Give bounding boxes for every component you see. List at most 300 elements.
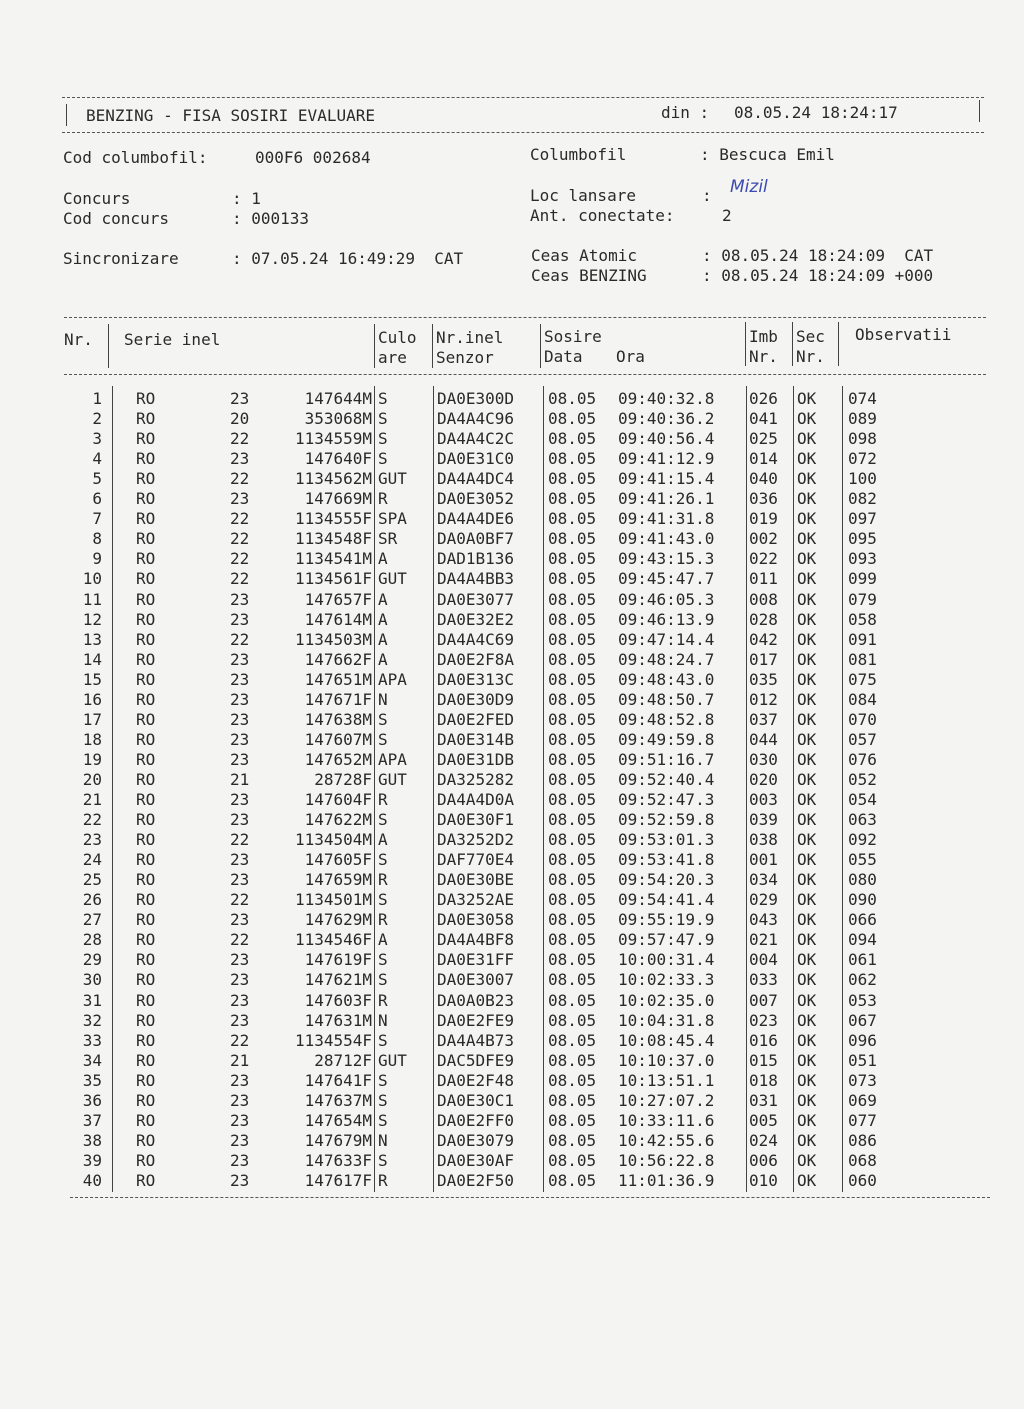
cell-an: 23 bbox=[230, 1150, 250, 1170]
cell-data: 08.05 bbox=[548, 589, 597, 609]
cell-an: 22 bbox=[230, 629, 250, 649]
cell-culoare: S bbox=[378, 850, 388, 870]
cell-observatii: 099 bbox=[848, 569, 877, 589]
col-header-culoare-2: are bbox=[378, 348, 407, 367]
title-top-border bbox=[62, 97, 984, 98]
table-row bbox=[0, 1171, 1024, 1191]
cell-senzor: DA4A4DC4 bbox=[437, 469, 515, 489]
cell-nr: 17 bbox=[82, 709, 102, 729]
cell-sec: OK bbox=[797, 790, 817, 809]
cell-an: 22 bbox=[230, 509, 250, 529]
cell-imb: 036 bbox=[749, 489, 778, 509]
cell-sec: OK bbox=[797, 1170, 817, 1190]
cell-inel: 28728F bbox=[314, 769, 372, 789]
cell-observatii: 051 bbox=[848, 1050, 877, 1070]
cell-culoare: S bbox=[378, 389, 388, 408]
cell-imb: 026 bbox=[749, 389, 778, 408]
cell-observatii: 075 bbox=[848, 669, 877, 689]
cell-tara: RO bbox=[136, 1030, 156, 1050]
cell-data: 08.05 bbox=[548, 689, 597, 709]
table-header-bottom-border bbox=[64, 374, 986, 375]
cell-an: 23 bbox=[230, 1070, 250, 1090]
cell-imb: 012 bbox=[749, 689, 778, 709]
cell-culoare: A bbox=[378, 649, 388, 669]
cell-observatii: 073 bbox=[848, 1070, 877, 1090]
cell-an: 21 bbox=[230, 769, 250, 789]
cell-nr: 2 bbox=[92, 409, 102, 429]
cell-sec: OK bbox=[797, 589, 817, 609]
ceas-benzing-label: Ceas BENZING bbox=[531, 266, 647, 285]
cell-imb: 023 bbox=[749, 1010, 778, 1030]
cell-culoare: GUT bbox=[378, 569, 407, 589]
table-row bbox=[0, 1051, 1024, 1071]
cell-data: 08.05 bbox=[548, 449, 597, 469]
cell-sec: OK bbox=[797, 1070, 817, 1090]
loc-lansare-colon: : bbox=[702, 186, 712, 205]
cell-nr: 37 bbox=[82, 1110, 102, 1130]
loc-lansare-handwritten: Mizil bbox=[730, 177, 768, 197]
cell-sec: OK bbox=[797, 1030, 817, 1050]
cell-tara: RO bbox=[136, 810, 156, 830]
cell-nr: 30 bbox=[82, 970, 102, 990]
cell-tara: RO bbox=[136, 709, 156, 729]
cell-tara: RO bbox=[136, 1050, 156, 1070]
cell-culoare: R bbox=[378, 790, 388, 809]
cell-senzor: DA4A4D0A bbox=[437, 790, 515, 809]
table-row bbox=[0, 1011, 1024, 1031]
cell-an: 22 bbox=[230, 429, 250, 449]
cod-columbofil-value: 000F6 002684 bbox=[255, 148, 371, 167]
cell-data: 08.05 bbox=[548, 910, 597, 930]
cell-an: 23 bbox=[230, 950, 250, 970]
cell-tara: RO bbox=[136, 1150, 156, 1170]
cell-an: 23 bbox=[230, 1110, 250, 1130]
cell-sec: OK bbox=[797, 970, 817, 990]
cell-data: 08.05 bbox=[548, 529, 597, 549]
cell-imb: 034 bbox=[749, 870, 778, 890]
cell-senzor: DA4A4B73 bbox=[437, 1030, 515, 1050]
cell-tara: RO bbox=[136, 409, 156, 429]
cell-ora: 09:41:12.9 bbox=[618, 449, 715, 469]
header-divider-nr bbox=[108, 324, 109, 368]
cell-inel: 1134503M bbox=[294, 629, 372, 649]
cell-inel: 147638M bbox=[304, 709, 372, 729]
cell-inel: 147633F bbox=[304, 1150, 372, 1170]
cell-data: 08.05 bbox=[548, 1050, 597, 1070]
cell-data: 08.05 bbox=[548, 609, 597, 629]
ceas-atomic-value: : 08.05.24 18:24:09 CAT bbox=[702, 246, 934, 265]
cell-observatii: 068 bbox=[848, 1150, 877, 1170]
cell-tara: RO bbox=[136, 449, 156, 469]
cell-sec: OK bbox=[797, 1150, 817, 1170]
cell-sec: OK bbox=[797, 729, 817, 749]
col-header-ora: Ora bbox=[616, 347, 645, 366]
cell-inel: 1134559M bbox=[294, 429, 372, 449]
cell-nr: 32 bbox=[82, 1010, 102, 1030]
cell-imb: 019 bbox=[749, 509, 778, 529]
cell-imb: 031 bbox=[749, 1090, 778, 1110]
cell-ora: 09:40:32.8 bbox=[618, 389, 715, 408]
cell-an: 23 bbox=[230, 489, 250, 509]
cell-an: 23 bbox=[230, 609, 250, 629]
cell-imb: 018 bbox=[749, 1070, 778, 1090]
cell-an: 22 bbox=[230, 890, 250, 910]
cell-inel: 147652M bbox=[304, 749, 372, 769]
cell-observatii: 076 bbox=[848, 749, 877, 769]
cell-observatii: 090 bbox=[848, 890, 877, 910]
cell-nr: 10 bbox=[82, 569, 102, 589]
cell-senzor: DA0E31DB bbox=[437, 749, 515, 769]
table-row bbox=[0, 770, 1024, 790]
table-row bbox=[0, 730, 1024, 750]
cell-inel: 147662F bbox=[304, 649, 372, 669]
cell-ora: 09:53:41.8 bbox=[618, 850, 715, 870]
cell-imb: 005 bbox=[749, 1110, 778, 1130]
cell-data: 08.05 bbox=[548, 970, 597, 990]
cell-senzor: DA0E313C bbox=[437, 669, 515, 689]
cell-imb: 002 bbox=[749, 529, 778, 549]
cell-data: 08.05 bbox=[548, 569, 597, 589]
cell-senzor: DA0E30BE bbox=[437, 870, 515, 890]
cell-observatii: 057 bbox=[848, 729, 877, 749]
cell-tara: RO bbox=[136, 1130, 156, 1150]
cell-imb: 029 bbox=[749, 890, 778, 910]
cell-culoare: N bbox=[378, 1010, 388, 1030]
cell-an: 22 bbox=[230, 830, 250, 850]
cell-culoare: R bbox=[378, 489, 388, 509]
cell-observatii: 098 bbox=[848, 429, 877, 449]
cell-nr: 40 bbox=[82, 1170, 102, 1190]
cell-tara: RO bbox=[136, 1090, 156, 1110]
cell-imb: 011 bbox=[749, 569, 778, 589]
cell-data: 08.05 bbox=[548, 1110, 597, 1130]
cell-imb: 030 bbox=[749, 749, 778, 769]
cell-culoare: S bbox=[378, 409, 388, 429]
cell-data: 08.05 bbox=[548, 850, 597, 870]
cell-ora: 09:41:31.8 bbox=[618, 509, 715, 529]
cell-observatii: 082 bbox=[848, 489, 877, 509]
cell-nr: 13 bbox=[82, 629, 102, 649]
cell-ora: 09:43:15.3 bbox=[618, 549, 715, 569]
cell-an: 23 bbox=[230, 970, 250, 990]
cell-observatii: 080 bbox=[848, 870, 877, 890]
cell-tara: RO bbox=[136, 489, 156, 509]
cell-nr: 19 bbox=[82, 749, 102, 769]
cell-imb: 016 bbox=[749, 1030, 778, 1050]
cell-nr: 16 bbox=[82, 689, 102, 709]
cell-senzor: DA4A4C96 bbox=[437, 409, 515, 429]
cell-nr: 31 bbox=[82, 990, 102, 1010]
cell-tara: RO bbox=[136, 970, 156, 990]
report-date-label: din : bbox=[661, 103, 710, 122]
cell-culoare: S bbox=[378, 709, 388, 729]
cell-observatii: 063 bbox=[848, 810, 877, 830]
cell-tara: RO bbox=[136, 549, 156, 569]
cell-imb: 042 bbox=[749, 629, 778, 649]
cell-inel: 147651M bbox=[304, 669, 372, 689]
cell-an: 22 bbox=[230, 549, 250, 569]
cell-data: 08.05 bbox=[548, 769, 597, 789]
table-row bbox=[0, 750, 1024, 770]
cell-senzor: DA0E3007 bbox=[437, 970, 515, 990]
cell-sec: OK bbox=[797, 749, 817, 769]
cell-ora: 09:48:50.7 bbox=[618, 689, 715, 709]
cell-nr: 21 bbox=[82, 790, 102, 809]
cell-inel: 147631M bbox=[304, 1010, 372, 1030]
cell-an: 23 bbox=[230, 1130, 250, 1150]
cell-tara: RO bbox=[136, 469, 156, 489]
table-row bbox=[0, 690, 1024, 710]
cell-sec: OK bbox=[797, 850, 817, 870]
header-divider-senzor bbox=[540, 324, 541, 368]
cell-culoare: S bbox=[378, 429, 388, 449]
cell-ora: 10:02:33.3 bbox=[618, 970, 715, 990]
cell-ora: 10:02:35.0 bbox=[618, 990, 715, 1010]
cell-nr: 33 bbox=[82, 1030, 102, 1050]
cell-imb: 033 bbox=[749, 970, 778, 990]
cell-culoare: S bbox=[378, 950, 388, 970]
cell-senzor: DA4A4BF8 bbox=[437, 930, 515, 950]
table-row bbox=[0, 890, 1024, 910]
col-header-culoare-1: Culo bbox=[378, 328, 417, 347]
cell-data: 08.05 bbox=[548, 489, 597, 509]
table-row bbox=[0, 950, 1024, 970]
cell-an: 20 bbox=[230, 409, 250, 429]
table-row bbox=[0, 429, 1024, 449]
table-row bbox=[0, 670, 1024, 690]
cell-culoare: S bbox=[378, 449, 388, 469]
cell-culoare: S bbox=[378, 970, 388, 990]
cell-imb: 037 bbox=[749, 709, 778, 729]
cell-data: 08.05 bbox=[548, 950, 597, 970]
cell-sec: OK bbox=[797, 509, 817, 529]
cell-ora: 10:10:37.0 bbox=[618, 1050, 715, 1070]
cell-inel: 147654M bbox=[304, 1110, 372, 1130]
cell-ora: 09:46:05.3 bbox=[618, 589, 715, 609]
cell-senzor: DA4A4C69 bbox=[437, 629, 515, 649]
cell-observatii: 091 bbox=[848, 629, 877, 649]
cell-senzor: DA0E30D9 bbox=[437, 689, 515, 709]
cell-sec: OK bbox=[797, 830, 817, 850]
cell-ora: 09:48:52.8 bbox=[618, 709, 715, 729]
cell-sec: OK bbox=[797, 609, 817, 629]
cell-observatii: 077 bbox=[848, 1110, 877, 1130]
cell-observatii: 060 bbox=[848, 1170, 877, 1190]
cell-data: 08.05 bbox=[548, 830, 597, 850]
sincronizare-value: : 07.05.24 16:49:29 CAT bbox=[232, 249, 464, 268]
cell-ora: 09:45:47.7 bbox=[618, 569, 715, 589]
cell-data: 08.05 bbox=[548, 549, 597, 569]
cell-sec: OK bbox=[797, 1050, 817, 1070]
cell-culoare: SPA bbox=[378, 509, 407, 529]
cell-data: 08.05 bbox=[548, 429, 597, 449]
table-row bbox=[0, 910, 1024, 930]
cell-an: 22 bbox=[230, 1030, 250, 1050]
col-header-data: Data bbox=[544, 347, 583, 366]
cell-senzor: DA4A4BB3 bbox=[437, 569, 515, 589]
cell-tara: RO bbox=[136, 1170, 156, 1190]
cell-nr: 18 bbox=[82, 729, 102, 749]
cell-nr: 4 bbox=[92, 449, 102, 469]
cell-nr: 7 bbox=[92, 509, 102, 529]
cell-tara: RO bbox=[136, 429, 156, 449]
cell-observatii: 058 bbox=[848, 609, 877, 629]
cell-an: 23 bbox=[230, 729, 250, 749]
cell-imb: 007 bbox=[749, 990, 778, 1010]
cod-concurs-label: Cod concurs bbox=[63, 209, 169, 228]
cell-nr: 36 bbox=[82, 1090, 102, 1110]
table-row bbox=[0, 790, 1024, 810]
cell-inel: 1134548F bbox=[294, 529, 372, 549]
cell-an: 23 bbox=[230, 790, 250, 809]
cell-tara: RO bbox=[136, 990, 156, 1010]
cell-inel: 1134561F bbox=[294, 569, 372, 589]
cell-observatii: 055 bbox=[848, 850, 877, 870]
cell-senzor: DA0E2FED bbox=[437, 709, 515, 729]
table-header-top-border bbox=[64, 317, 986, 318]
table-row bbox=[0, 549, 1024, 569]
cell-senzor: DA0E32E2 bbox=[437, 609, 515, 629]
cell-ora: 09:40:36.2 bbox=[618, 409, 715, 429]
cell-data: 08.05 bbox=[548, 749, 597, 769]
cell-culoare: A bbox=[378, 830, 388, 850]
cell-sec: OK bbox=[797, 649, 817, 669]
concurs-value: : 1 bbox=[232, 189, 261, 208]
cell-ora: 09:48:43.0 bbox=[618, 669, 715, 689]
cell-tara: RO bbox=[136, 389, 156, 408]
cell-imb: 003 bbox=[749, 790, 778, 809]
table-row bbox=[0, 1091, 1024, 1111]
cell-senzor: DA0E3077 bbox=[437, 589, 515, 609]
table-row bbox=[0, 409, 1024, 429]
cell-sec: OK bbox=[797, 709, 817, 729]
table-row bbox=[0, 389, 1024, 409]
cell-ora: 10:56:22.8 bbox=[618, 1150, 715, 1170]
cell-culoare: S bbox=[378, 1070, 388, 1090]
cell-tara: RO bbox=[136, 1010, 156, 1030]
cell-sec: OK bbox=[797, 990, 817, 1010]
cell-observatii: 052 bbox=[848, 769, 877, 789]
cell-sec: OK bbox=[797, 890, 817, 910]
table-row bbox=[0, 529, 1024, 549]
cell-nr: 34 bbox=[82, 1050, 102, 1070]
cell-inel: 1134555F bbox=[294, 509, 372, 529]
cell-inel: 1134554F bbox=[294, 1030, 372, 1050]
cell-senzor: DA0E31FF bbox=[437, 950, 515, 970]
cell-sec: OK bbox=[797, 629, 817, 649]
cell-senzor: DAC5DFE9 bbox=[437, 1050, 515, 1070]
cell-nr: 22 bbox=[82, 810, 102, 830]
table-row bbox=[0, 630, 1024, 650]
cell-data: 08.05 bbox=[548, 629, 597, 649]
cell-nr: 11 bbox=[82, 589, 102, 609]
cell-observatii: 092 bbox=[848, 830, 877, 850]
cell-nr: 20 bbox=[82, 769, 102, 789]
cell-culoare: A bbox=[378, 589, 388, 609]
cell-nr: 8 bbox=[92, 529, 102, 549]
cell-inel: 147640F bbox=[304, 449, 372, 469]
cell-culoare: R bbox=[378, 990, 388, 1010]
col-header-imb-1: Imb bbox=[749, 327, 778, 346]
cell-tara: RO bbox=[136, 950, 156, 970]
cell-senzor: DA4A4DE6 bbox=[437, 509, 515, 529]
cell-tara: RO bbox=[136, 529, 156, 549]
cell-an: 23 bbox=[230, 589, 250, 609]
cell-data: 08.05 bbox=[548, 1030, 597, 1050]
cell-senzor: DA0E300D bbox=[437, 389, 515, 408]
table-row bbox=[0, 489, 1024, 509]
cell-senzor: DA0E2F48 bbox=[437, 1070, 515, 1090]
cell-ora: 09:51:16.7 bbox=[618, 749, 715, 769]
cell-ora: 09:52:59.8 bbox=[618, 810, 715, 830]
cell-ora: 09:48:24.7 bbox=[618, 649, 715, 669]
cell-an: 23 bbox=[230, 810, 250, 830]
cell-tara: RO bbox=[136, 870, 156, 890]
cell-an: 23 bbox=[230, 910, 250, 930]
cell-observatii: 072 bbox=[848, 449, 877, 469]
cell-inel: 147605F bbox=[304, 850, 372, 870]
cell-inel: 147622M bbox=[304, 810, 372, 830]
cell-imb: 044 bbox=[749, 729, 778, 749]
title-left-border bbox=[66, 104, 67, 126]
cell-observatii: 069 bbox=[848, 1090, 877, 1110]
cell-nr: 3 bbox=[92, 429, 102, 449]
cell-observatii: 084 bbox=[848, 689, 877, 709]
cell-senzor: DA0E2F8A bbox=[437, 649, 515, 669]
cell-senzor: DA0A0BF7 bbox=[437, 529, 515, 549]
table-row bbox=[0, 1071, 1024, 1091]
loc-lansare-label: Loc lansare bbox=[530, 186, 636, 205]
cell-culoare: S bbox=[378, 729, 388, 749]
sincronizare-label: Sincronizare bbox=[63, 249, 179, 268]
cell-tara: RO bbox=[136, 649, 156, 669]
cell-imb: 043 bbox=[749, 910, 778, 930]
col-header-nr-inel-1: Nr.inel bbox=[436, 328, 504, 347]
cell-senzor: DA0E31C0 bbox=[437, 449, 515, 469]
cell-tara: RO bbox=[136, 689, 156, 709]
table-row bbox=[0, 469, 1024, 489]
cell-data: 08.05 bbox=[548, 790, 597, 809]
cell-an: 23 bbox=[230, 389, 250, 408]
cell-observatii: 054 bbox=[848, 790, 877, 809]
cell-ora: 09:49:59.8 bbox=[618, 729, 715, 749]
cell-ora: 10:08:45.4 bbox=[618, 1030, 715, 1050]
cell-tara: RO bbox=[136, 1070, 156, 1090]
table-row bbox=[0, 650, 1024, 670]
cod-concurs-value: : 000133 bbox=[232, 209, 310, 228]
cell-observatii: 066 bbox=[848, 910, 877, 930]
cell-ora: 09:54:20.3 bbox=[618, 870, 715, 890]
table-row bbox=[0, 870, 1024, 890]
cell-data: 08.05 bbox=[548, 469, 597, 489]
cell-data: 08.05 bbox=[548, 509, 597, 529]
cell-inel: 147621M bbox=[304, 970, 372, 990]
header-divider-imb bbox=[792, 322, 793, 366]
cell-an: 22 bbox=[230, 469, 250, 489]
cell-culoare: A bbox=[378, 930, 388, 950]
columbofil-label: Columbofil bbox=[530, 145, 627, 164]
cell-sec: OK bbox=[797, 769, 817, 789]
cell-sec: OK bbox=[797, 930, 817, 950]
cell-inel: 147603F bbox=[304, 990, 372, 1010]
cell-inel: 147604F bbox=[304, 790, 372, 809]
cell-nr: 35 bbox=[82, 1070, 102, 1090]
header-divider-sosire bbox=[745, 322, 746, 366]
cell-senzor: DA0E2FE9 bbox=[437, 1010, 515, 1030]
cell-imb: 024 bbox=[749, 1130, 778, 1150]
cell-tara: RO bbox=[136, 509, 156, 529]
cell-observatii: 097 bbox=[848, 509, 877, 529]
